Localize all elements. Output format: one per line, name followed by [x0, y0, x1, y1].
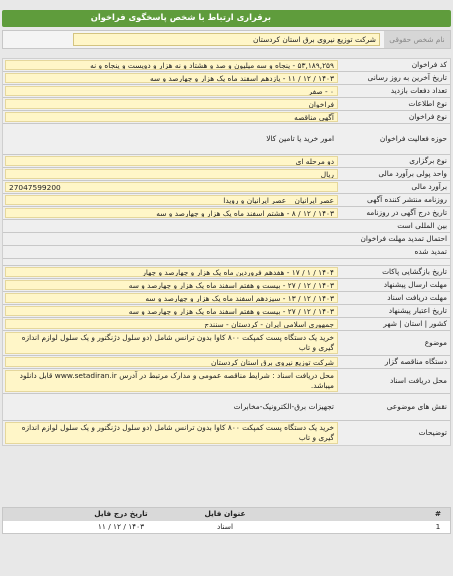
- files-col-number: #: [434, 509, 442, 518]
- row-label: مهلت دریافت اسناد: [387, 293, 447, 302]
- row-label: محل دریافت اسناد: [389, 376, 447, 385]
- contact-label: نام شخص حقوقی: [384, 31, 450, 48]
- row-value: خرید یک دستگاه پست کمپکت ۸۰۰ کاوا بدون ترانس شامل (دو سلول دژنگتور و یک سلول لوازم اندازه گیری و تاب: [5, 422, 338, 444]
- row-value: ۱۴۰۳ / ۱۲ / ۱۱ - یازدهم اسفند ماه یک هزار و چهارصد و سه: [5, 73, 338, 83]
- row-holding-type: [3, 155, 450, 168]
- row-tender-code: [3, 59, 450, 72]
- row-label: حوزه فعالیت فراخوان: [379, 134, 447, 143]
- row-international: [3, 220, 450, 233]
- row-label: موضوع: [424, 338, 447, 347]
- row-label: نقش های موضوعی: [386, 402, 447, 411]
- row-description: [3, 421, 450, 445]
- row-extension-chance: [3, 233, 450, 246]
- file-row[interactable]: [3, 521, 450, 533]
- row-label: تاریخ بازگشایی پاکات: [382, 267, 447, 276]
- contact-row: [2, 30, 451, 49]
- row-publish-date: [3, 207, 450, 220]
- row-extended: [3, 246, 450, 259]
- row-subject-roles: [3, 394, 450, 421]
- row-label: تعداد دفعات بازدید: [390, 86, 447, 95]
- row-document-location: [3, 369, 450, 394]
- row-currency: [3, 168, 450, 181]
- row-value: [5, 234, 338, 244]
- row-label: نوع برگزاری: [409, 156, 447, 165]
- row-estimate: [3, 181, 450, 194]
- row-value: فراخوان: [5, 99, 338, 109]
- row-label: واحد پولی برآورد مالی: [378, 169, 447, 178]
- files-table: [2, 507, 451, 534]
- row-value: ۱۴۰۳ / ۱۲ / ۱۳ - سیزدهم اسفند ماه یک هزار و چهارصد و سه: [5, 293, 338, 303]
- row-value: خرید یک دستگاه پست کمپکت ۸۰۰ کاوا بدون ترانس شامل (دو سلول دژنگتور و یک سلول لوازم اندازه گیری و تاب: [5, 332, 338, 354]
- row-value: ۱۴۰۴ / ۱ / ۱۷ - هفدهم فروردین ماه یک هزار و چهارصد و چهار: [5, 267, 338, 277]
- row-value: تجهیزات برق-الکترونیک-مخابرات: [233, 402, 334, 411]
- row-location: [3, 318, 450, 331]
- row-value: آگهی مناقصه: [5, 112, 338, 122]
- row-label: دستگاه مناقصه گزار: [384, 357, 447, 366]
- row-label: نوع اطلاعات: [408, 99, 447, 108]
- row-label: برآورد مالی: [411, 182, 447, 191]
- row-label: بین المللی است: [397, 221, 447, 230]
- header-title: برقراری ارتباط با شخص پاسخگوی فراخوان: [90, 12, 271, 22]
- row-divider: [3, 259, 450, 266]
- row-document-deadline: [3, 292, 450, 305]
- row-label: کد فراخوان: [411, 60, 447, 69]
- row-activity-field: [3, 124, 450, 155]
- files-header-row: [3, 508, 450, 521]
- row-tender-type: [3, 111, 450, 124]
- row-value: ۵۳,۱۸۹,۲۵۹ - پنجاه و سه میلیون و صد و هشتاد و نه هزار و دویست و پنجاه و نه: [5, 60, 338, 70]
- files-col-date: تاریخ درج فایل: [94, 509, 148, 518]
- row-opening-date: [3, 266, 450, 279]
- row-submission-deadline: [3, 279, 450, 292]
- row-value: ۱۴۰۳ / ۱۲ / ۲۷ - بیست و هفتم اسفند ماه یک هزار و چهارصد و سه: [5, 280, 338, 290]
- row-label: احتمال تمدید مهلت فراخوان: [360, 234, 447, 243]
- files-col-title: عنوان فایل: [204, 509, 246, 518]
- row-label: تاریخ آخرین به روز رسانی: [367, 73, 447, 82]
- row-label: نوع فراخوان: [408, 112, 447, 121]
- contact-value: شرکت توزیع نیروی برق استان کردستان: [73, 33, 380, 46]
- row-newspaper: [3, 194, 450, 207]
- row-value: امور خرید یا تامین کالا: [266, 134, 334, 143]
- header-bar: [2, 10, 451, 27]
- row-label: تاریخ درج آگهی در روزنامه: [366, 208, 447, 217]
- row-subject: [3, 331, 450, 356]
- row-label: تمدید شده: [414, 247, 447, 256]
- row-validity-date: [3, 305, 450, 318]
- row-value: ۱۴۰۳ / ۱۲ / ۸ - هشتم اسفند ماه یک هزار و چهارصد و سه: [5, 208, 338, 218]
- row-value: [5, 247, 338, 257]
- row-value: دو مرحله ای: [5, 156, 338, 166]
- row-label: توضیحات: [418, 428, 447, 437]
- row-value: [5, 221, 338, 231]
- file-title-link[interactable]: اسناد: [216, 522, 234, 531]
- row-label: روزنامه منتشر کننده آگهی: [367, 195, 447, 204]
- tender-details-table: [2, 58, 451, 446]
- row-value: ۱۴۰۳ / ۱۲ / ۲۷ - بیست و هفتم اسفند ماه یک هزار و چهارصد و سه: [5, 306, 338, 316]
- row-label: مهلت ارسال پیشنهاد: [383, 280, 447, 289]
- file-date: ۱۴۰۳ / ۱۲ / ۱۱: [97, 522, 145, 531]
- row-value: عصر ایرانیان _ عصر ایرانیان و رویدا: [5, 195, 338, 205]
- row-value: جمهوری اسلامی ایران - کردستان - سنندج: [5, 319, 338, 329]
- row-organization: [3, 356, 450, 369]
- row-visit-count: [3, 85, 450, 98]
- row-value: ۰ - صفر: [5, 86, 338, 96]
- row-last-update: [3, 72, 450, 85]
- row-value: محل دریافت اسناد : شرایط مناقصه عمومی و مدارک مرتبط در آدرس www.setadiran.ir قابل دانلود میباشد.: [5, 370, 338, 392]
- file-number: 1: [435, 522, 441, 531]
- row-label: تاریخ اعتبار پیشنهاد: [388, 306, 447, 315]
- row-value: شرکت توزیع نیروی برق استان کردستان: [5, 357, 338, 367]
- row-value: ریال: [5, 169, 338, 179]
- row-info-type: [3, 98, 450, 111]
- row-label: کشور | استان | شهر: [383, 319, 447, 328]
- row-value: 27047599200: [5, 182, 338, 192]
